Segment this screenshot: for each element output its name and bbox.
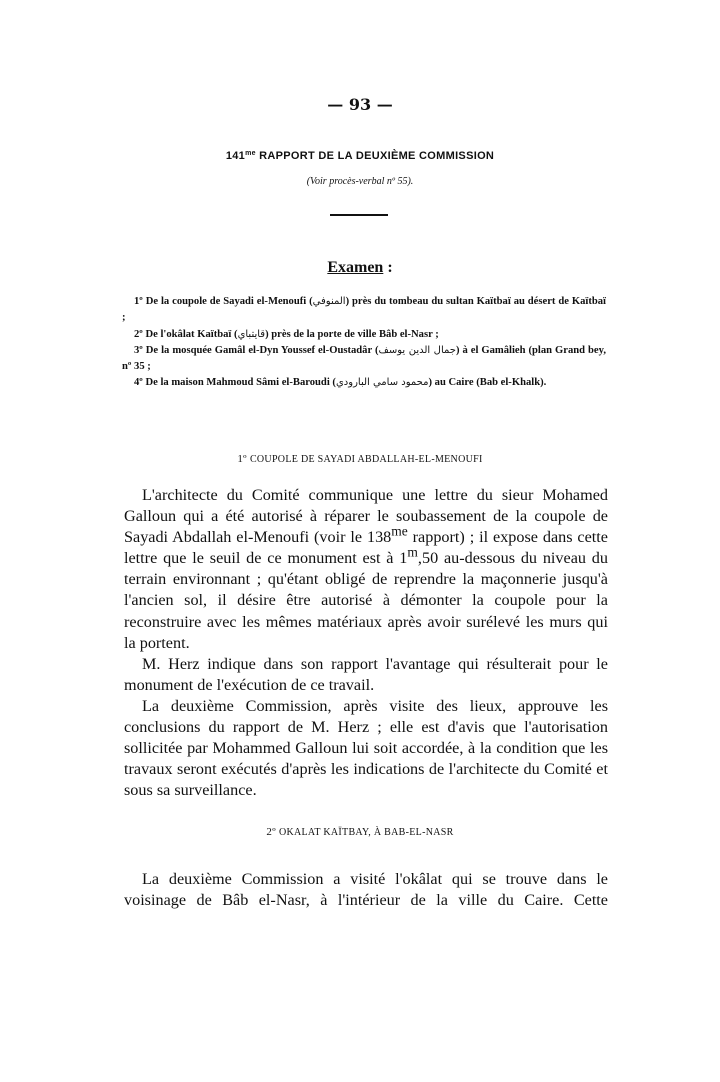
list-item xyxy=(122,327,606,343)
report-subtitle: (Voir procès-verbal nº 55). xyxy=(306,176,414,187)
list-item-lead: 1º De la coupole de Sayadi el-Menoufi ( xyxy=(134,296,313,307)
paragraph: La deuxième Commission a visité l'okâlat qui se trouve dans le voisinage de Bâb el-Nasr, à l'intérieur de la ville du Caire. Cette xyxy=(124,870,608,910)
list-item-tail: ) au Caire (Bab el-Khalk). xyxy=(428,377,547,389)
list-item xyxy=(122,294,606,327)
arabic-name: جمال الدين يوسف xyxy=(378,344,456,356)
report-number-suffix: me xyxy=(245,150,256,157)
arabic-name: محمود سامي البارودي xyxy=(335,377,429,389)
section-title: COUPOLE DE SAYADI ABDALLAH-EL-MENOUFI xyxy=(249,454,483,465)
report-title xyxy=(0,150,720,162)
section-2-body xyxy=(124,869,608,911)
report-number: 141 xyxy=(225,150,246,162)
section-1-body xyxy=(124,485,608,801)
list-item xyxy=(122,343,606,376)
list-item-tail: ) à el Gamâlieh (plan Grand bey, nº 35 ; xyxy=(122,344,606,373)
paragraph xyxy=(124,485,608,654)
arabic-name: المنوفي xyxy=(312,296,346,307)
superscript: m xyxy=(407,544,418,560)
examen-list xyxy=(122,294,606,392)
arabic-name: قايتباي xyxy=(237,328,266,340)
list-item-lead: 2º De l'okâlat Kaïtbaï ( xyxy=(134,328,238,340)
list-item-lead: 3º De la mosquée Gamâl el-Dyn Youssef el-Oustadâr ( xyxy=(134,344,379,356)
list-item-tail: ) près du tombeau du sultan Kaïtbaï au désert de Kaïtbaï ; xyxy=(122,296,606,324)
section-heading-2 xyxy=(0,826,720,838)
paragraph: La deuxième Commission, après visite des lieux, approuve les conclusions du rapport de M. Herz ; elle est d'avis que l'autorisation sollicitée par Mohammed Galloun lui soit accordée, à la condition que les travaux seront exécutés d'après les indications de l'architecte du Comité et sous sa surveillance. xyxy=(124,696,608,800)
report-title-text: RAPPORT DE LA DEUXIÈME COMMISSION xyxy=(259,150,495,162)
paragraph-text: L'architecte du Comité communique une lettre du sieur Mohamed Galloun qui a été autorisé à réparer le soubassement de la coupole de Sayadi Abdallah el-Menoufi (voir le 138 xyxy=(124,486,608,547)
examen-heading xyxy=(0,259,720,277)
list-item-tail: ) près de la porte de ville Bâb el-Nasr ; xyxy=(265,328,439,340)
section-title: OKALAT KAÏTBAY, À BAB-EL-NASR xyxy=(278,827,454,838)
divider-rule xyxy=(330,214,388,216)
section-heading-1 xyxy=(0,453,720,465)
paragraph-text: ,50 au-dessous du niveau du terrain environnant ; qu'étant obligé de reprendre la maçonnerie jusqu'à l'ancien sol, il désire être autorisé à démonter la coupole pour la reconstruire avec les mêmes matériaux après avoir surélevé les murs qui la portent. xyxy=(124,549,608,652)
section-number: 1º xyxy=(237,453,250,465)
examen-colon: : xyxy=(383,259,393,276)
list-item xyxy=(122,375,606,391)
paragraph-text: rapport) ; il expose dans cette lettre que le seuil de ce monument est à 1 xyxy=(124,528,608,568)
superscript: me xyxy=(391,523,408,539)
section-number: 2º xyxy=(266,826,279,838)
paragraph: M. Herz indique dans son rapport l'avantage qui résulterait pour le monument de l'exécution de ce travail. xyxy=(124,654,608,694)
examen-label: Examen xyxy=(327,259,384,276)
page-number: — 93 — xyxy=(327,95,393,114)
list-item-lead: 4º De la maison Mahmoud Sâmi el-Baroudi ( xyxy=(134,377,336,389)
